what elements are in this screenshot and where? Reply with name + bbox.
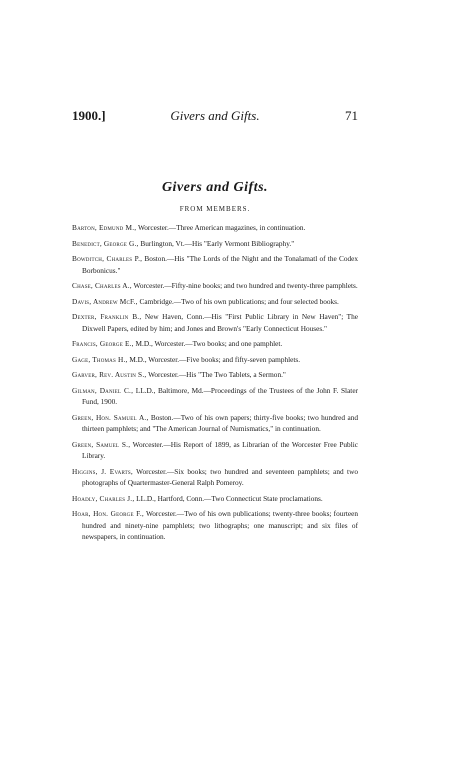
donor-gift: Worcester.—Three American magazines, in continuation. <box>136 223 306 232</box>
donor-name: Gage, Thomas H., <box>72 354 128 364</box>
donor-entry <box>72 385 358 408</box>
donor-name: Higgins, J. Evarts, <box>72 466 133 476</box>
donor-entry <box>72 369 358 381</box>
donor-name: Dexter, Franklin B., <box>72 312 142 321</box>
donor-name: Barton, Edmund M., <box>72 223 137 232</box>
donor-name: Hoadly, Charles J., <box>72 493 135 503</box>
donor-name: Green, Hon. Samuel A., <box>72 412 149 422</box>
donor-entry <box>72 280 358 292</box>
donor-entry <box>72 338 358 350</box>
donor-entry <box>72 296 358 308</box>
donor-gift: LL.D., Hartford, Conn.—Two Connecticut State proclamations. <box>134 493 323 503</box>
running-head-year: 1900.] <box>72 108 106 123</box>
donor-gift: Worcester.—His "The Two Tablets, a Sermon." <box>146 370 286 379</box>
donor-name: Green, Samuel S., <box>72 439 131 449</box>
donor-name: Davis, Andrew McF., <box>72 296 138 306</box>
donor-entry <box>72 439 358 462</box>
donor-entry <box>72 493 358 505</box>
donor-gift: Burlington, Vt.—His "Early Vermont Bibliography." <box>138 238 295 248</box>
donor-entry <box>72 412 358 435</box>
donor-name: Garver, Rev. Austin S., <box>72 370 147 379</box>
donor-gift: Cambridge.—Two of his own publications; and four selected books. <box>137 296 339 306</box>
donor-entry <box>72 508 358 543</box>
donor-gift: Worcester.—His Report of 1899, as Librarian of the Worcester Free Public Library. <box>82 439 358 460</box>
page-number: 71 <box>345 108 358 123</box>
donor-entry <box>72 354 358 366</box>
donor-entry <box>72 466 358 489</box>
donor-gift: M.D., Worcester.—Two books; and one pamphlet. <box>133 339 283 348</box>
donor-gift: Worcester.—Six books; two hundred and seventeen pamphlets; and two photographs of Quartermaster-General Ralph Pomeroy. <box>82 466 358 487</box>
donor-list <box>72 222 358 547</box>
donor-gift: LL.D., Baltimore, Md.—Proceedings of the Trustees of the John F. Slater Fund, 1900. <box>82 385 359 406</box>
donor-entry <box>72 253 358 276</box>
running-head <box>72 108 358 126</box>
donor-entry <box>72 311 358 334</box>
donor-gift: Boston.—Two of his own papers; thirty-five books; two hundred and thirteen pamphlets; and "The American Journal of Numismatics," in continuation. <box>82 412 359 433</box>
donor-name: Hoar, Hon. George F., <box>72 509 144 518</box>
donor-name: Chase, Charles A., <box>72 281 132 290</box>
donor-name: Francis, George E., <box>72 339 134 348</box>
donor-gift: Worcester.—Two of his own publications; twenty-three books; fourteen hundred and ninety-nine pamphlets; two lithographs; one manuscript; and six files of newspapers, in continuation. <box>82 509 358 541</box>
donor-gift: M.D., Worcester.—Five books; and fifty-seven pamphlets. <box>127 354 301 364</box>
donor-gift: New Haven, Conn.—His "First Public Library in New Haven"; The Dixwell Papers, edited by him; and Jones and Brown's "Early Connecticut Houses." <box>82 312 358 333</box>
donor-name: Benedict, George G., <box>72 238 139 248</box>
running-head-title: Givers and Gifts. <box>170 108 260 123</box>
section-subheading: FROM MEMBERS. <box>179 205 251 213</box>
donor-entry <box>72 222 358 234</box>
donor-gift: Boston.—His "The Lords of the Night and the Tonalamatl of the Codex Borbonicus." <box>82 254 358 275</box>
donor-gift: Worcester.—Fifty-nine books; and two hundred and twenty-three pamphlets. <box>131 281 358 290</box>
section-title: Givers and Gifts. <box>161 180 269 195</box>
donor-entry <box>72 238 358 250</box>
donor-name: Gilman, Daniel C., <box>72 385 134 395</box>
donor-name: Bowditch, Charles P., <box>72 254 143 263</box>
